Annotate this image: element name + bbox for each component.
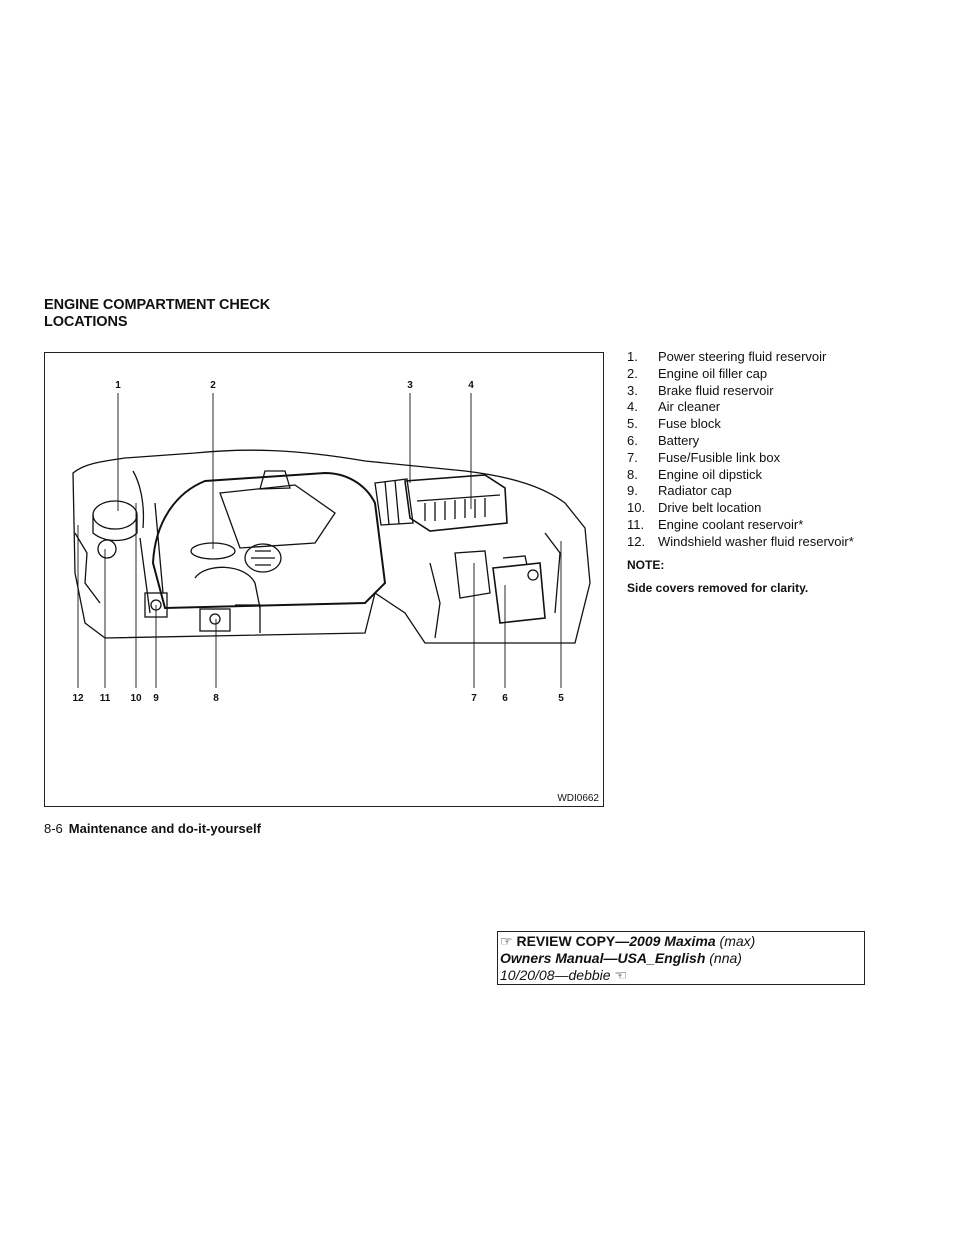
callout-5: 5 <box>558 693 564 704</box>
callout-9: 9 <box>153 693 159 704</box>
pointing-hand-left-icon: ☜ <box>614 967 627 983</box>
list-item: 11. Engine coolant reservoir* <box>627 516 804 532</box>
callout-3: 3 <box>407 380 413 391</box>
callout-12: 12 <box>72 693 84 704</box>
locations-list <box>627 349 854 551</box>
list-item: 12. Windshield washer fluid reservoir* <box>627 533 854 549</box>
callout-7: 7 <box>471 693 477 704</box>
list-item: 10. Drive belt location <box>627 500 762 516</box>
engine-illustration <box>45 353 603 806</box>
list-item: 6. Battery <box>627 432 700 448</box>
callout-1: 1 <box>115 380 121 391</box>
list-item: 8. Engine oil dipstick <box>627 466 763 482</box>
callout-11: 11 <box>99 693 111 704</box>
pointing-hand-right-icon: ☞ <box>500 933 513 949</box>
engine-compartment-figure <box>44 352 604 807</box>
list-item: 2. Engine oil filler cap <box>627 365 768 381</box>
section-heading <box>44 297 270 331</box>
section-title: Maintenance and do-it-yourself <box>68 821 261 836</box>
callout-4: 4 <box>468 380 474 391</box>
page-footer <box>44 821 261 836</box>
heading-line-2: LOCATIONS <box>44 314 128 330</box>
review-copy-box: ☞ REVIEW COPY—2009 Maxima (max) Owners Manual—USA_English (nna) 10/20/08—debbie ☜ <box>497 931 865 985</box>
figure-id: WDI0662 <box>557 793 599 804</box>
page-number: 8-6 <box>44 821 63 836</box>
list-item: 1. Power steering fluid reservoir <box>627 349 827 364</box>
list-item: 4. Air cleaner <box>627 399 721 415</box>
list-item: 5. Fuse block <box>627 416 721 432</box>
note-text: Side covers removed for clarity. <box>627 581 809 595</box>
callout-6: 6 <box>502 693 508 704</box>
callout-8: 8 <box>213 693 219 704</box>
note-label: NOTE: <box>627 558 665 572</box>
callout-10: 10 <box>130 693 142 704</box>
list-item: 3. Brake fluid reservoir <box>627 382 774 398</box>
callout-2: 2 <box>210 380 216 391</box>
list-item: 7. Fuse/Fusible link box <box>627 449 781 465</box>
heading-line-1: ENGINE COMPARTMENT CHECK <box>44 297 271 313</box>
list-item: 9. Radiator cap <box>627 483 732 499</box>
